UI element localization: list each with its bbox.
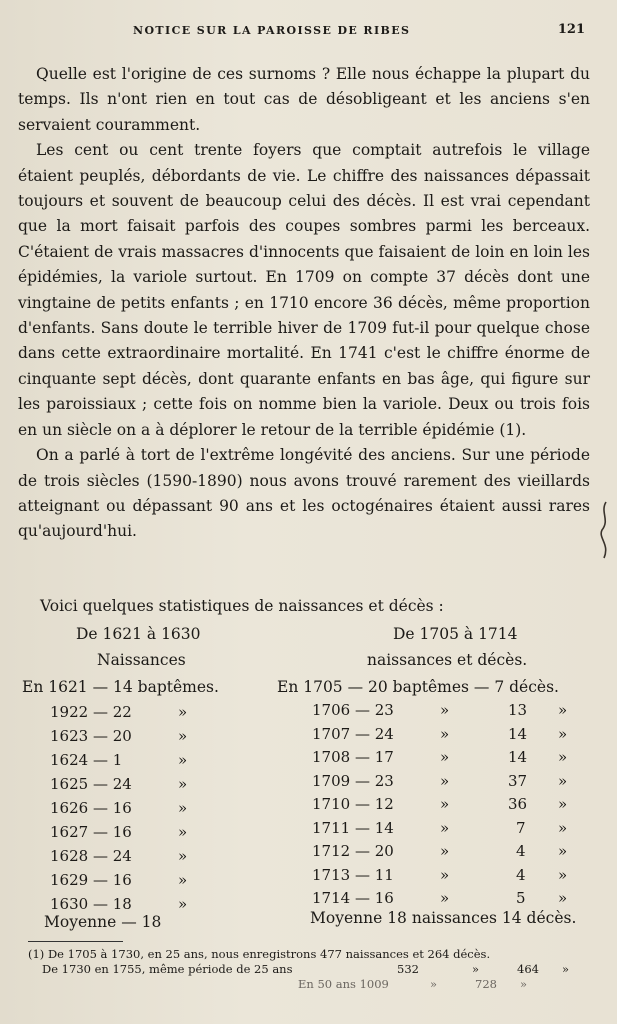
row-ditto: » — [440, 818, 450, 837]
row-year: 1706 — 23 — [312, 701, 394, 719]
left-table-title: De 1621 à 1630 — [76, 625, 201, 643]
row-ditto: » — [440, 842, 450, 860]
row-ditto: » — [558, 842, 568, 860]
row-ditto: » — [558, 748, 568, 766]
paragraph: On a parlé à tort de l'extrême longévité des anciens. Sur une période de trois siècles (1590-1890) nous avons trouvé rarement des vieillards atteignant ou dépassant 90 ans et les octogénaires étaient aussi rares qu'aujourd'hui. — [18, 446, 590, 541]
row-ditto: » — [178, 847, 188, 865]
footnote-rule — [28, 941, 123, 942]
row-deaths: 5 — [516, 889, 526, 907]
left-table-first-row: En 1621 — 14 baptêmes. — [22, 678, 219, 696]
paragraph: Quelle est l'origine de ces surnoms ? Elle nous échappe la plupart du temps. Ils n'ont rien en tout cas de désobligeant et les anciens s'en servaient couramment. — [18, 65, 590, 134]
page-number: 121 — [557, 22, 585, 37]
row-year: 1630 — 18 — [50, 895, 132, 913]
row-ditto: » — [440, 701, 450, 719]
left-table-average: Moyenne — 18 — [44, 913, 162, 931]
row-year: 1627 — 16 — [50, 823, 132, 841]
footnote-line-1: (1) De 1705 à 1730, en 25 ans, nous enregistrons 477 naissances et 264 décès. — [28, 947, 491, 961]
row-year: 1624 — 1 — [50, 751, 123, 769]
row-ditto: » — [440, 795, 450, 813]
footnote-line-3: En 50 ans 1009 » 728 » — [298, 977, 528, 991]
row-ditto: » — [440, 889, 450, 907]
row-year: 1629 — 16 — [50, 871, 132, 889]
row-ditto: » — [178, 727, 188, 745]
row-deaths: 13 — [508, 701, 528, 719]
row-ditto: » — [558, 724, 568, 743]
row-ditto: » — [558, 701, 568, 719]
row-year: 1714 — 16 — [312, 889, 394, 907]
row-ditto: » — [178, 799, 188, 817]
row-deaths: 4 — [516, 865, 526, 884]
row-ditto: » — [178, 871, 188, 889]
row-ditto: » — [558, 818, 568, 837]
row-ditto: » — [558, 889, 568, 907]
row-ditto: » — [178, 703, 188, 721]
right-table-first-row: En 1705 — 20 baptêmes — 7 décès. — [277, 678, 559, 696]
row-ditto: » — [558, 865, 568, 884]
body-text — [18, 62, 590, 545]
running-title: NOTICE SUR LA PAROISSE DE RIBES — [133, 24, 411, 37]
row-year: 1625 — 24 — [50, 775, 132, 793]
pencil-annotation-mark — [596, 500, 614, 560]
stats-intro: Voici quelques statistiques de naissances et décès : — [40, 597, 444, 615]
right-table-subtitle: naissances et décès. — [367, 651, 528, 669]
paragraph: Les cent ou cent trente foyers que comptait autrefois le village étaient peuplés, débordants de vie. Le chiffre des naissances dépassait toujours et souvent de beaucoup celui des décès. Il est vrai cependant que la mort faisait parfois des coupes sombres parmi les berceaux. C'étaient de vrais massacres d'innocents que faisaient de loin en loin les épidémies, la variole surtout. En 1709 on compte 37 décès dont une vingtaine de petits enfants ; en 1710 encore 36 décès, même proportion d'enfants. Sans doute le terrible hiver de 1709 fut-il pour quelque chose dans cette extraordinaire mortalité. En 1741 c'est le chiffre énorme de cinquante sept décès, dont quarante enfants en bas âge, qui figure sur les paroissiaux ; cette fois on nomme bien la variole. Deux ou trois fois en un siècle on a à déplorer le retour de la terrible épidémie (1). — [18, 141, 590, 439]
row-ditto: » — [440, 865, 450, 884]
row-year: 1712 — 20 — [312, 842, 394, 860]
row-ditto: » — [440, 748, 450, 766]
row-year: 1628 — 24 — [50, 847, 132, 865]
page-header — [18, 22, 593, 42]
row-deaths: 14 — [508, 724, 528, 743]
row-ditto: » — [558, 771, 568, 790]
row-ditto: » — [178, 895, 188, 913]
row-year: 1713 — 11 — [312, 865, 394, 884]
row-ditto: » — [558, 795, 568, 813]
row-deaths: 37 — [508, 771, 528, 790]
row-year: 1708 — 17 — [312, 748, 394, 766]
left-table-subtitle: Naissances — [97, 651, 186, 669]
row-ditto: » — [440, 771, 450, 790]
row-ditto: » — [178, 775, 188, 793]
row-year: 1922 — 22 — [50, 703, 132, 721]
row-year: 1623 — 20 — [50, 727, 132, 745]
footnote-line-2: De 1730 en 1755, même période de 25 ans 532 » 464 » — [42, 962, 570, 976]
row-year: 1710 — 12 — [312, 795, 394, 813]
row-year: 1707 — 24 — [312, 724, 394, 743]
row-deaths: 7 — [516, 818, 526, 837]
row-ditto: » — [178, 823, 188, 841]
row-deaths: 14 — [508, 748, 528, 766]
row-ditto: » — [178, 751, 188, 769]
right-table-average: Moyenne 18 naissances 14 décès. — [310, 909, 577, 927]
row-year: 1626 — 16 — [50, 799, 132, 817]
row-deaths: 4 — [516, 842, 526, 860]
right-table-title: De 1705 à 1714 — [393, 625, 518, 643]
row-deaths: 36 — [508, 795, 528, 813]
row-year: 1711 — 14 — [312, 818, 394, 837]
row-year: 1709 — 23 — [312, 771, 394, 790]
row-ditto: » — [440, 724, 450, 743]
